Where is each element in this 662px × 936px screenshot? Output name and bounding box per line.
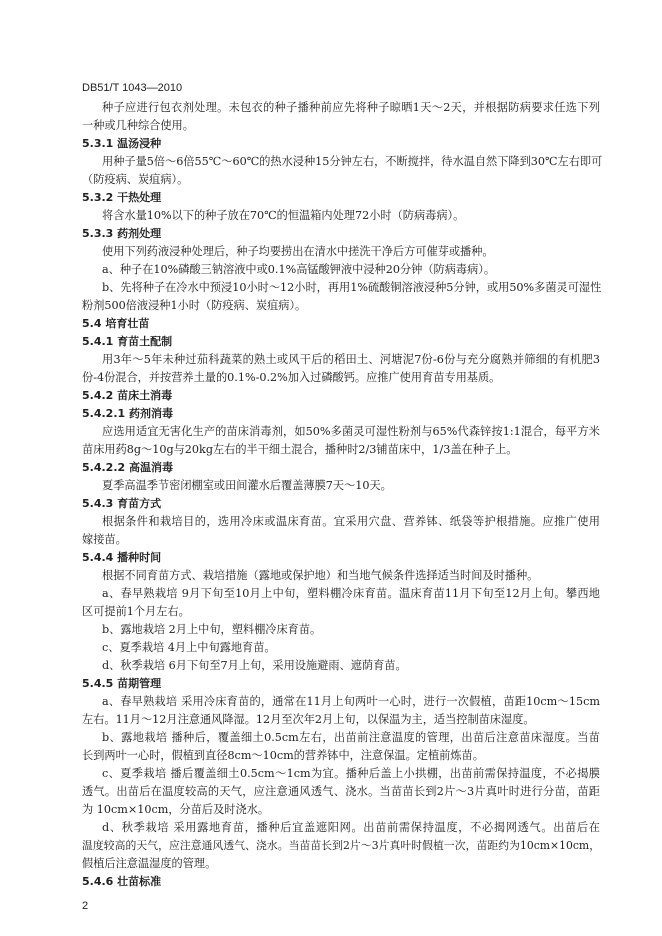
section-heading: 5.4.2.2 高温消毒 xyxy=(82,461,173,474)
paragraph-line: 假植后注意温湿度的管理。 xyxy=(82,857,217,870)
paragraph-line: 苗床用药8g～10g与20kg左右的半干细土混合，播种时2/3铺苗床中，1/3盖在种子上。 xyxy=(82,443,518,456)
section-heading: 5.4.2 苗床土消毒 xyxy=(82,389,173,402)
paragraph-line: 嫁接苗。 xyxy=(82,533,127,546)
paragraph-line: （防疫病、炭疽病）。 xyxy=(82,173,189,186)
list-item: b、露地栽培 播种后，覆盖细土0.5cm左右，出苗前注意温度的管理，出苗后注意苗床湿度。当苗 xyxy=(102,731,600,744)
section-heading: 5.4.4 播种时间 xyxy=(82,551,162,564)
section-heading: 5.4.2.1 药剂消毒 xyxy=(82,407,173,420)
paragraph-line: 左右。11月～12月注意通风降湿。12月至次年2月上旬，以保温为主，适当控制苗床湿度。 xyxy=(82,713,535,726)
paragraph-line: 根据条件和栽培目的，选用冷床或温床育苗。宜采用穴盘、营养钵、纸袋等护根措施。应推广使用 xyxy=(102,515,600,528)
section-heading: 5.3.3 药剂处理 xyxy=(82,227,162,240)
section-heading: 5.3.1 温汤浸种 xyxy=(82,137,162,150)
paragraph-line: 为 10cm×10cm，分苗后及时浇水。 xyxy=(82,803,270,816)
section-heading: 5.4.1 育苗土配制 xyxy=(82,335,173,348)
list-item: c、夏季栽培 播后覆盖细土0.5cm～1cm为宜。播种后盖上小拱棚，出苗前需保持温度，不必揭膜 xyxy=(102,767,600,780)
paragraph-line: 透气。出苗后在温度较高的天气，应注意通风透气、浇水。当苗苗长到2片～3片真叶时进行分苗，苗距 xyxy=(82,785,600,798)
list-item: a、春早熟栽培 9月下旬至10月上中旬，塑料棚冷床育苗。温床育苗11月下旬至12月上旬。攀西地 xyxy=(102,587,600,600)
list-item: b、先将种子在冷水中预浸10小时～12小时，再用1%硫酸铜溶液浸种5分钟，或用50%多菌灵可湿性 xyxy=(102,281,602,294)
list-item: a、春早熟栽培 采用冷床育苗的，通常在11月上旬两叶一心时，进行一次假植，苗距10cm～15cm xyxy=(102,695,600,708)
list-item: a、种子在10%磷酸三钠溶液中或0.1%高锰酸钾液中浸种20分钟（防病毒病）。 xyxy=(102,263,496,276)
paragraph-line: 一种或几种综合使用。 xyxy=(82,119,194,132)
paragraph-line: 应选用适宜无害化生产的苗床消毒剂，如50%多菌灵可湿性粉剂与65%代森锌按1:1混合，每平方米 xyxy=(102,425,600,438)
paragraph-line: 用3年～5年未种过茄科蔬菜的熟土或风干后的稻田土、河塘泥7份-6份与充分腐熟并筛细的有机肥3 xyxy=(102,353,600,366)
section-heading: 5.4.5 苗期管理 xyxy=(82,677,162,690)
section-heading: 5.3.2 干热处理 xyxy=(82,191,162,204)
list-item: d、秋季栽培 6月下旬至7月上旬，采用设施避雨、遮荫育苗。 xyxy=(102,659,407,672)
list-item: b、露地栽培 2月上中旬，塑料棚冷床育苗。 xyxy=(102,623,322,636)
section-heading: 5.4.3 育苗方式 xyxy=(82,497,162,510)
paragraph-line: 粉剂500倍液浸种1小时（防疫病、炭疽病）。 xyxy=(82,299,307,312)
paragraph-line: 根据不同育苗方式、栽培措施（露地或保护地）和当地气候条件选择适当时间及时播种。 xyxy=(102,569,539,582)
paragraph-line: 将含水量10%以下的种子放在70℃的恒温箱内处理72小时（防病毒病）。 xyxy=(102,209,465,222)
paragraph-line: 使用下列药液浸种处理后，种子均要捞出在清水中搓洗干净后方可催芽或播种。 xyxy=(102,245,494,258)
document-code: DB51/T 1043—2010 xyxy=(82,82,183,94)
paragraph-line: 夏季高温季节密闭棚室或田间灌水后覆盖薄膜7天～10天。 xyxy=(102,479,392,492)
page-number: 2 xyxy=(82,900,89,912)
list-item: d、秋季栽培 采用露地育苗，播种后宜盖遮阳网。出苗前需保持温度，不必揭网透气。出苗后在 xyxy=(102,821,600,834)
paragraph-line: 种子应进行包衣剂处理。未包衣的种子播种前应先将种子晾晒1天～2天，并根据防病要求任选下列 xyxy=(102,101,600,114)
paragraph-line: 用种子量5倍～6倍55℃～60℃的热水浸种15分钟左右，不断搅拌，待水温自然下降到30℃左右即可 xyxy=(102,155,603,168)
section-heading: 5.4 培育壮苗 xyxy=(82,317,150,330)
paragraph-line: 份-4份混合，并按营养土量的0.1%-0.2%加入过磷酸钙。应推广使用育苗专用基质。 xyxy=(82,371,501,384)
section-heading: 5.4.6 壮苗标准 xyxy=(82,875,162,888)
paragraph-line: 长到两叶一心时，假植到直径8cm～10cm的营养钵中，注意保温。定植前炼苗。 xyxy=(82,749,484,762)
paragraph-line: 区可提前1个月左右。 xyxy=(82,605,190,618)
paragraph-line: 温度较高的天气，应注意通风透气、浇水。当苗苗长到2片～3片真叶时假植一次，苗距约为10cm×10cm， xyxy=(82,839,600,852)
list-item: c、夏季栽培 4月上中旬露地育苗。 xyxy=(102,641,276,654)
